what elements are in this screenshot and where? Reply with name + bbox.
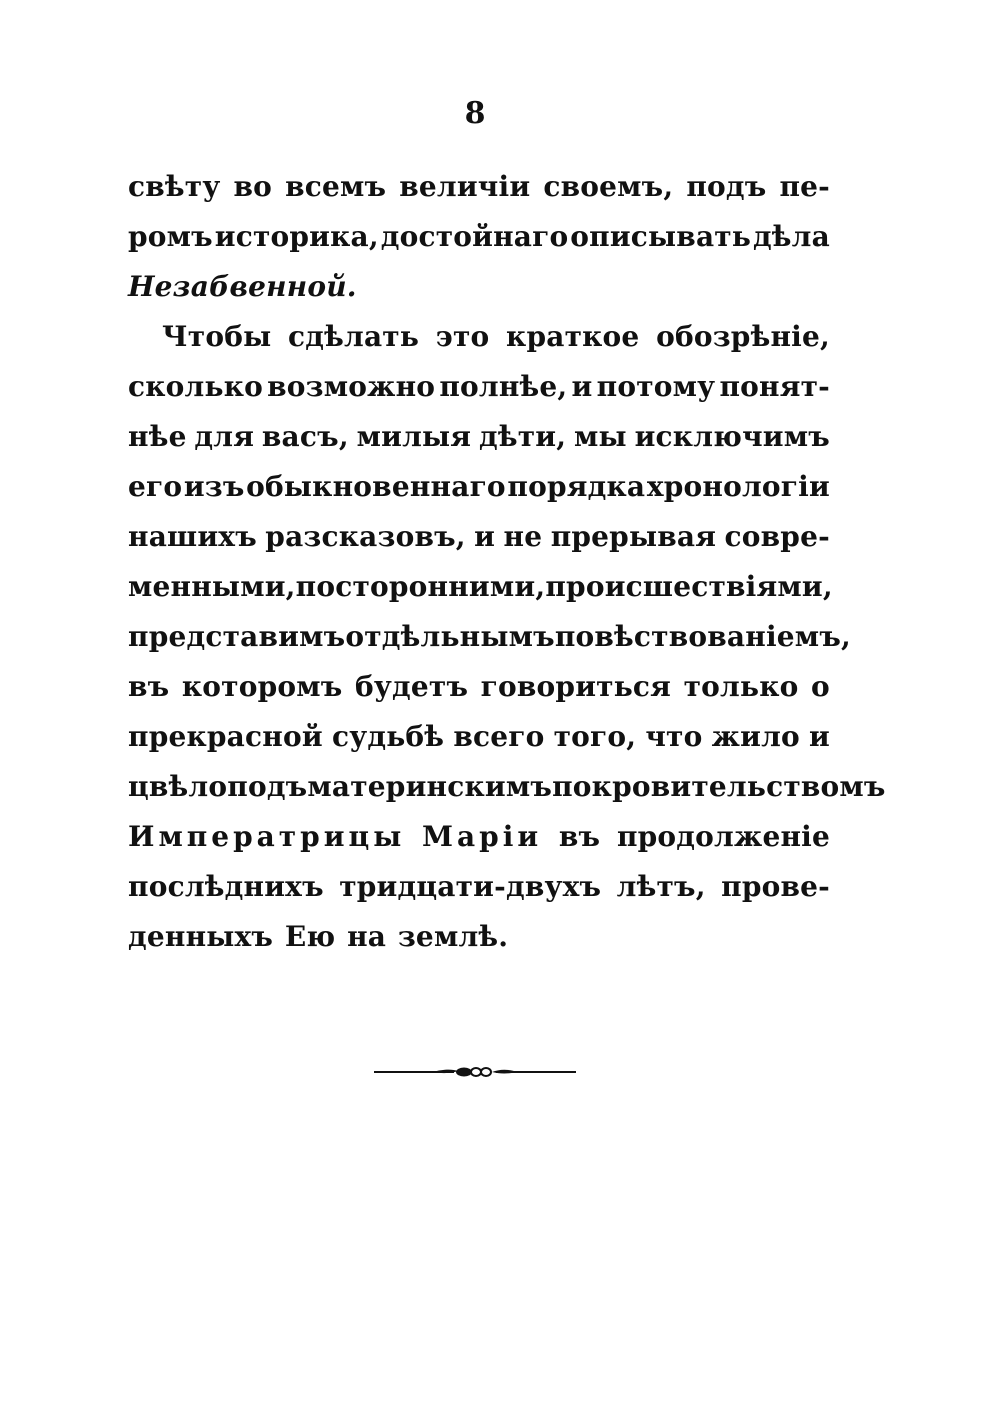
word: на [347, 920, 387, 953]
word: землѣ. [397, 920, 509, 953]
word: материнскимъ [307, 770, 553, 803]
text-line [128, 412, 830, 462]
text-line [128, 212, 830, 262]
text-line [128, 862, 830, 912]
spaced-word: Императрицы [128, 820, 406, 853]
word: лѣтъ, [616, 870, 706, 903]
word: посторонними, [295, 570, 546, 603]
word: и [809, 720, 830, 753]
spaced-word: Маріи [422, 820, 543, 853]
word: достойнаго [380, 220, 569, 253]
word: и [474, 520, 496, 553]
word: пе- [779, 170, 830, 203]
word: будетъ [355, 670, 469, 703]
word: изъ [183, 470, 245, 503]
word: хронологіи [646, 470, 830, 503]
word: въ [558, 820, 601, 853]
word: исключимъ [634, 420, 830, 453]
page-number: 8 [464, 96, 486, 131]
word: дѣла [752, 220, 830, 253]
text-line [128, 712, 830, 762]
word: краткое [506, 320, 640, 353]
text-line [128, 262, 830, 312]
word: которомъ [181, 670, 343, 703]
word: говориться [480, 670, 672, 703]
word: судьбѣ [331, 720, 445, 753]
text-line [128, 562, 833, 612]
text-line [128, 312, 830, 362]
word: въ [128, 670, 170, 703]
word: свѣту [128, 170, 221, 203]
word: послѣднихъ [128, 870, 324, 903]
word: это [435, 320, 490, 353]
word: своемъ, [543, 170, 674, 203]
body-text [128, 162, 886, 962]
word: нашихъ [128, 520, 257, 553]
word: милыя [356, 420, 472, 453]
word: цвѣло [128, 770, 228, 803]
text-line [128, 662, 830, 712]
word: обозрѣніе, [656, 320, 830, 353]
word: описывать [570, 220, 752, 253]
word: порядка [507, 470, 646, 503]
word: сколько [128, 370, 263, 403]
word: прекрасной [128, 720, 323, 753]
word: менными, [128, 570, 296, 603]
word: его [128, 470, 183, 503]
word: совре- [724, 520, 830, 553]
word: денныхъ [128, 920, 274, 953]
word: тридцати-двухъ [339, 870, 602, 903]
word: покровительствомъ [552, 770, 886, 803]
text-line [128, 512, 830, 562]
text-line [128, 612, 851, 662]
word: представимъ [128, 620, 346, 653]
text-line [128, 462, 830, 512]
word: разсказовъ, [265, 520, 466, 553]
word: историка, [214, 220, 379, 253]
word: о [811, 670, 830, 703]
word: для [194, 420, 255, 453]
text-line [128, 912, 830, 962]
word: подъ [227, 770, 308, 803]
word: обыкновеннаго [246, 470, 506, 503]
word: и [571, 370, 593, 403]
word: дѣти, [478, 420, 567, 453]
word: того, [553, 720, 637, 753]
word: возможно [267, 370, 436, 403]
word: величіи [399, 170, 531, 203]
word: подъ [686, 170, 767, 203]
word: ромъ [128, 220, 213, 253]
word: повѣствованіемъ, [554, 620, 851, 653]
word: Ею [284, 920, 336, 953]
word: продолженіе [616, 820, 830, 853]
text-line [128, 812, 830, 862]
word: не [503, 520, 543, 553]
word: всемъ [285, 170, 387, 203]
word: прерывая [550, 520, 717, 553]
word: нѣе [128, 420, 187, 453]
word: васъ, [261, 420, 349, 453]
word: что [645, 720, 703, 753]
word: во [233, 170, 273, 203]
text-line [128, 362, 830, 412]
word: только [683, 670, 799, 703]
word: Чтобы [162, 320, 272, 353]
ornament-divider-icon [372, 1060, 578, 1084]
word: всего [453, 720, 545, 753]
word: жило [711, 720, 800, 753]
word: полнѣе, [439, 370, 568, 403]
word: сдѣлать [288, 320, 420, 353]
text-line [128, 762, 886, 812]
italic-word: Незабвенной. [128, 270, 357, 303]
word: прове- [721, 870, 830, 903]
text-line [128, 162, 830, 212]
word: происшествіями, [545, 570, 833, 603]
word: отдѣльнымъ [345, 620, 555, 653]
word: понят- [719, 370, 830, 403]
word: потому [596, 370, 716, 403]
word: мы [573, 420, 627, 453]
